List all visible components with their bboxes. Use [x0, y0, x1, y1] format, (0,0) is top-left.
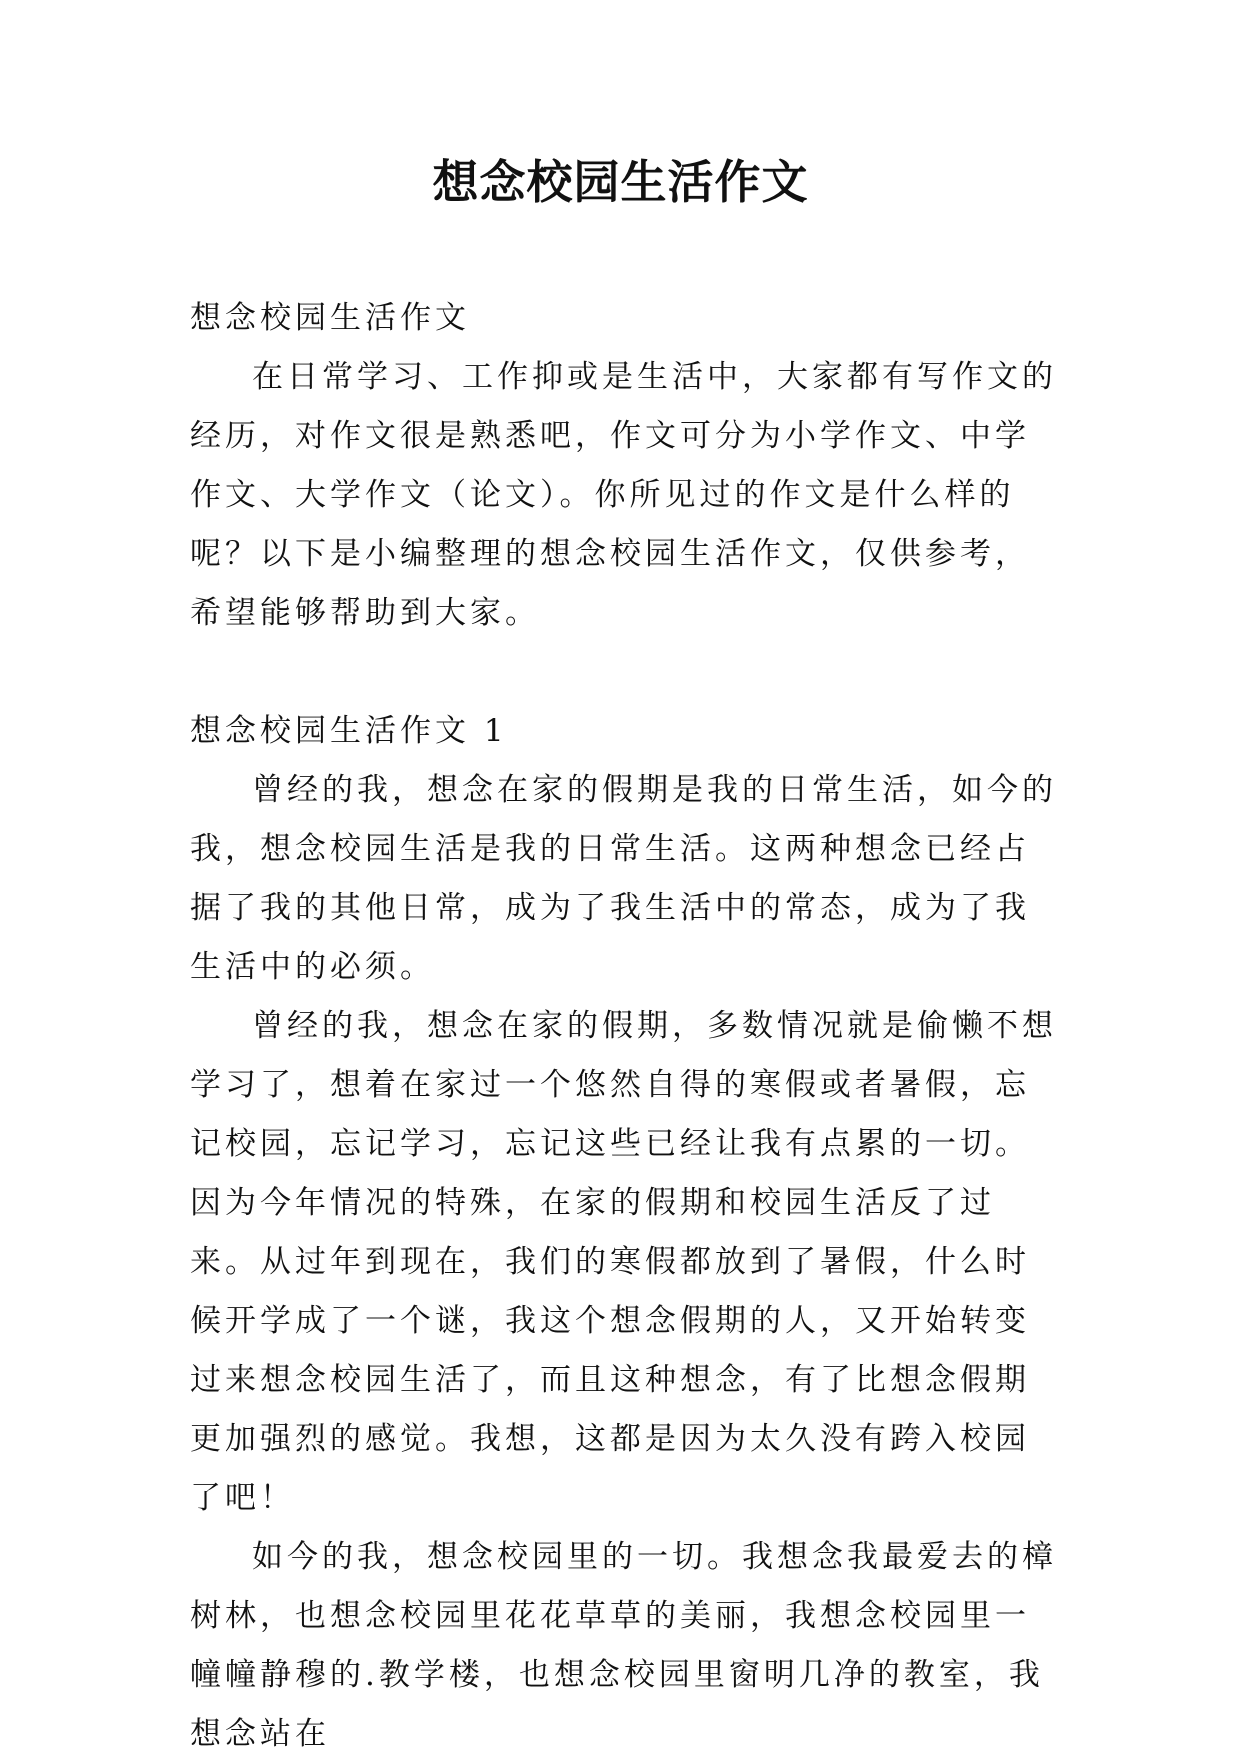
intro-heading: 想念校园生活作文 — [190, 300, 470, 336]
document-title: 想念校园生活作文 — [432, 155, 809, 209]
section-heading: 想念校园生活作文 1 — [190, 713, 508, 749]
document-body — [190, 289, 1060, 1764]
body-paragraph-2: 曾经的我，想念在家的假期，多数情况就是偷懒不想学习了，想着在家过一个悠然自得的寒假或者暑假，忘记校园，忘记学习，忘记这些已经让我有点累的一切。因为今年情况的特殊，在家的假期和校园生活反了过来。从过年到现在，我们的寒假都放到了暑假，什么时候开学成了一个谜，我这个想念假期的人，又开始转变过来想念校园生活了，而且这种想念，有了比想念假期更加强烈的感觉。我想，这都是因为太久没有跨入校园了吧！ — [190, 1008, 1057, 1516]
body-paragraph-1: 曾经的我，想念在家的假期是我的日常生活，如今的我，想念校园生活是我的日常生活。这两种想念已经占据了我的其他日常，成为了我生活中的常态，成为了我生活中的必须。 — [190, 772, 1057, 985]
body-paragraph-3: 如今的我，想念校园里的一切。我想念我最爱去的樟树林，也想念校园里花花草草的美丽，我想念校园里一幢幢静穆的.教学楼，也想念校园里窗明几净的教室，我想念站在 — [190, 1539, 1057, 1752]
section-gap — [190, 643, 1060, 702]
intro-paragraph: 在日常学习、工作抑或是生活中，大家都有写作文的经历，对作文很是熟悉吧，作文可分为小学作文、中学作文、大学作文（论文）。你所见过的作文是什么样的呢？以下是小编整理的想念校园生活作文，仅供参考，希望能够帮助到大家。 — [190, 359, 1057, 631]
